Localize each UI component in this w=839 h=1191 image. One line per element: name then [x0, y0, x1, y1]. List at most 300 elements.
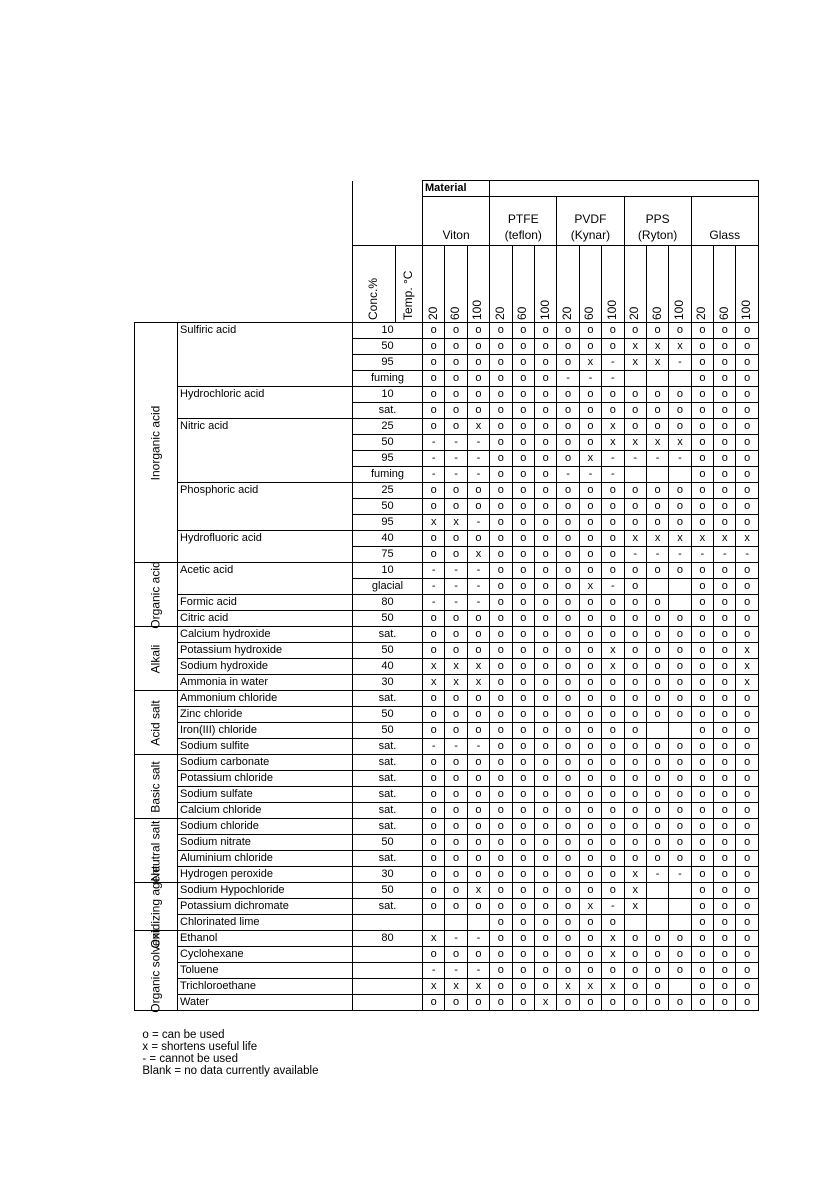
compatibility-value: o [714, 675, 736, 691]
compatibility-value: o [714, 739, 736, 755]
compatibility-value: o [736, 739, 758, 755]
compatibility-value: o [512, 675, 534, 691]
compatibility-value [646, 899, 668, 915]
compatibility-value: o [624, 723, 646, 739]
table-row [135, 419, 759, 435]
compatibility-value [423, 915, 445, 931]
compatibility-value: - [602, 467, 624, 483]
table-row [135, 643, 759, 659]
chemical-name: Calcium hydroxide [178, 627, 353, 643]
compatibility-value: o [691, 755, 713, 771]
compatibility-value: o [736, 819, 758, 835]
table-row [135, 819, 759, 835]
compatibility-value: o [624, 803, 646, 819]
compatibility-value: - [445, 595, 467, 611]
compatibility-value: o [557, 403, 579, 419]
compatibility-value: o [579, 483, 601, 499]
compatibility-value: o [490, 419, 512, 435]
temp-col-header [490, 246, 512, 323]
concentration: 50 [353, 723, 423, 739]
compatibility-value: o [534, 771, 556, 787]
compatibility-value: o [714, 435, 736, 451]
compatibility-value: o [534, 963, 556, 979]
compatibility-value: o [490, 339, 512, 355]
compatibility-value: o [714, 867, 736, 883]
compatibility-value: o [602, 867, 624, 883]
compatibility-value: o [602, 835, 624, 851]
compatibility-value: o [557, 707, 579, 723]
compatibility-value: o [646, 387, 668, 403]
compatibility-value: o [423, 387, 445, 403]
compatibility-value: o [579, 531, 601, 547]
compatibility-value: o [714, 451, 736, 467]
compatibility-value: o [490, 531, 512, 547]
compatibility-value: o [423, 547, 445, 563]
compatibility-value: o [534, 835, 556, 851]
compatibility-value: o [557, 595, 579, 611]
compatibility-value: o [423, 803, 445, 819]
compatibility-value: o [445, 803, 467, 819]
compatibility-value: x [467, 659, 489, 675]
compatibility-value: o [534, 579, 556, 595]
compatibility-value: o [691, 451, 713, 467]
chemical-name: Chlorinated lime [178, 915, 353, 931]
compatibility-value: x [579, 355, 601, 371]
compatibility-value: o [490, 819, 512, 835]
compatibility-value: o [602, 963, 624, 979]
compatibility-value: o [579, 563, 601, 579]
compatibility-value [624, 915, 646, 931]
compatibility-value: o [646, 691, 668, 707]
compatibility-value [669, 979, 691, 995]
compatibility-value: o [691, 467, 713, 483]
compatibility-value: o [534, 483, 556, 499]
compatibility-value: o [691, 579, 713, 595]
table-row [135, 787, 759, 803]
compatibility-value: o [691, 947, 713, 963]
compatibility-value: o [691, 739, 713, 755]
compatibility-value: o [669, 611, 691, 627]
compatibility-value: o [445, 627, 467, 643]
compatibility-value: o [579, 883, 601, 899]
compatibility-value: o [534, 915, 556, 931]
temp-col-header [423, 246, 445, 323]
compatibility-value: o [557, 659, 579, 675]
compatibility-value: o [445, 403, 467, 419]
compatibility-value: o [534, 787, 556, 803]
concentration: 50 [353, 707, 423, 723]
compatibility-value: o [624, 851, 646, 867]
compatibility-value: o [512, 627, 534, 643]
compatibility-value: o [669, 691, 691, 707]
compatibility-value: o [512, 515, 534, 531]
chemical-name: Potassium hydroxide [178, 643, 353, 659]
chemical-name: Nitric acid [178, 419, 353, 483]
compatibility-value: o [467, 835, 489, 851]
compatibility-value: x [646, 435, 668, 451]
concentration: sat. [353, 627, 423, 643]
compatibility-value: o [467, 387, 489, 403]
concentration: 50 [353, 499, 423, 515]
compatibility-value: o [624, 323, 646, 339]
chemical-name: Sodium Hypochloride [178, 883, 353, 899]
compatibility-value: o [669, 515, 691, 531]
compatibility-value: o [602, 531, 624, 547]
table-row [135, 883, 759, 899]
compatibility-value: o [490, 627, 512, 643]
concentration: 95 [353, 451, 423, 467]
legend-no-data: Blank = no data currently available [142, 1065, 319, 1077]
compatibility-value: o [602, 595, 624, 611]
compatibility-value: o [736, 947, 758, 963]
table-row [135, 963, 759, 979]
compatibility-value: o [602, 483, 624, 499]
compatibility-value: o [736, 883, 758, 899]
category-cell [135, 323, 178, 563]
compatibility-value: o [423, 755, 445, 771]
table-row [135, 627, 759, 643]
temp-col-label: 60 [448, 306, 463, 320]
compatibility-value: o [669, 675, 691, 691]
compatibility-value: o [646, 419, 668, 435]
compatibility-value: o [445, 723, 467, 739]
compatibility-value: - [467, 563, 489, 579]
material-name: Glass [709, 228, 741, 242]
compatibility-value: - [579, 467, 601, 483]
compatibility-value: o [579, 339, 601, 355]
compatibility-value: o [490, 707, 512, 723]
compatibility-value: x [445, 979, 467, 995]
concentration: sat. [353, 803, 423, 819]
compatibility-value: o [445, 483, 467, 499]
compatibility-value: o [579, 595, 601, 611]
temp-col-header [714, 246, 736, 323]
compatibility-value: o [557, 803, 579, 819]
compatibility-value: - [467, 963, 489, 979]
compatibility-value: o [534, 739, 556, 755]
compatibility-value [646, 467, 668, 483]
table-row [135, 947, 759, 963]
compatibility-value: o [445, 947, 467, 963]
compatibility-value: o [602, 755, 624, 771]
compatibility-value: o [534, 611, 556, 627]
compatibility-value: x [445, 675, 467, 691]
table-row [135, 771, 759, 787]
compatibility-value: o [624, 515, 646, 531]
compatibility-value: - [423, 451, 445, 467]
material-header-pvdf [557, 197, 624, 246]
compatibility-value: o [624, 947, 646, 963]
concentration: 30 [353, 867, 423, 883]
compatibility-value: o [602, 723, 624, 739]
compatibility-value: o [714, 723, 736, 739]
compatibility-value: o [512, 755, 534, 771]
compatibility-value [669, 899, 691, 915]
compatibility-value: o [691, 787, 713, 803]
compatibility-value: o [557, 483, 579, 499]
table-row [135, 979, 759, 995]
compatibility-value: o [714, 339, 736, 355]
compatibility-value: o [579, 611, 601, 627]
table-row [135, 915, 759, 931]
material-subname: (Kynar) [570, 228, 611, 242]
compatibility-value: o [445, 371, 467, 387]
chemical-name: Ethanol [178, 931, 353, 947]
compatibility-value: o [445, 355, 467, 371]
compatibility-value: o [445, 531, 467, 547]
compatibility-value: o [512, 787, 534, 803]
chemical-name: Toluene [178, 963, 353, 979]
compatibility-value: o [423, 339, 445, 355]
concentration: sat. [353, 739, 423, 755]
compatibility-value: o [669, 771, 691, 787]
compatibility-value: o [534, 419, 556, 435]
compatibility-value: o [512, 947, 534, 963]
compatibility-value: o [691, 595, 713, 611]
header-blank-top [353, 181, 423, 246]
compatibility-value: o [646, 675, 668, 691]
compatibility-value: o [512, 867, 534, 883]
compatibility-value: - [646, 867, 668, 883]
compatibility-value: x [445, 515, 467, 531]
chemical-name: Sodium hydroxide [178, 659, 353, 675]
compatibility-value: o [534, 851, 556, 867]
temp-col-label: 60 [515, 306, 530, 320]
compatibility-value: o [736, 723, 758, 739]
compatibility-value: o [736, 403, 758, 419]
category-label: Oxidizing agent [148, 865, 163, 948]
compatibility-value: o [714, 915, 736, 931]
compatibility-value: o [534, 691, 556, 707]
legend-can-be-used: o = can be used [142, 1029, 225, 1041]
compatibility-value: x [624, 339, 646, 355]
compatibility-value: o [579, 403, 601, 419]
compatibility-value: o [557, 963, 579, 979]
compatibility-value [467, 915, 489, 931]
compatibility-value: o [467, 771, 489, 787]
compatibility-value: o [602, 339, 624, 355]
conc-header-label: Conc.% [366, 277, 380, 320]
compatibility-value: o [714, 419, 736, 435]
temp-col-label: 20 [492, 306, 507, 320]
material-label: Material [423, 181, 490, 197]
compatibility-value: o [512, 499, 534, 515]
compatibility-value: o [714, 963, 736, 979]
temp-col-header [557, 246, 579, 323]
compatibility-value: o [691, 899, 713, 915]
compatibility-value: o [512, 547, 534, 563]
temp-col-label: 100 [470, 299, 485, 320]
compatibility-value: o [490, 883, 512, 899]
compatibility-value: o [691, 499, 713, 515]
compatibility-value: o [490, 611, 512, 627]
material-subname: (teflon) [504, 228, 542, 242]
compatibility-value: o [490, 755, 512, 771]
concentration: 10 [353, 563, 423, 579]
compatibility-value: o [624, 771, 646, 787]
compatibility-value: o [512, 579, 534, 595]
compatibility-value: o [669, 323, 691, 339]
temp-col-label: 20 [560, 306, 575, 320]
compatibility-value: o [512, 707, 534, 723]
concentration: fuming [353, 371, 423, 387]
compatibility-value: o [490, 467, 512, 483]
compatibility-value: o [557, 547, 579, 563]
compatibility-value: o [714, 323, 736, 339]
category-label: Neutral salt [148, 820, 163, 881]
compatibility-value: o [467, 483, 489, 499]
compatibility-value: o [557, 499, 579, 515]
compatibility-value: - [602, 899, 624, 915]
compatibility-value: o [579, 995, 601, 1011]
compatibility-value: o [490, 915, 512, 931]
compatibility-value: o [736, 435, 758, 451]
table-row [135, 755, 759, 771]
compatibility-value: o [557, 451, 579, 467]
compatibility-value: o [423, 899, 445, 915]
compatibility-value: x [602, 931, 624, 947]
chemical-name: Zinc chloride [178, 707, 353, 723]
compatibility-value: - [423, 563, 445, 579]
compatibility-value: o [512, 819, 534, 835]
compatibility-value: o [534, 883, 556, 899]
compatibility-value: o [445, 323, 467, 339]
compatibility-value: o [669, 563, 691, 579]
compatibility-value: o [669, 739, 691, 755]
compatibility-value: o [691, 611, 713, 627]
compatibility-value: o [423, 707, 445, 723]
compatibility-value: o [714, 515, 736, 531]
compatibility-value: o [557, 611, 579, 627]
compatibility-value: o [534, 627, 556, 643]
compatibility-value: o [646, 739, 668, 755]
compatibility-value: o [445, 643, 467, 659]
compatibility-value: - [646, 451, 668, 467]
chemical-name: Sulfiric acid [178, 323, 353, 387]
compatibility-value: o [423, 355, 445, 371]
compatibility-value: - [445, 931, 467, 947]
chemical-name: Sodium sulfate [178, 787, 353, 803]
table-row [135, 851, 759, 867]
compatibility-value: o [646, 931, 668, 947]
compatibility-value: x [467, 419, 489, 435]
compatibility-value: o [714, 483, 736, 499]
compatibility-value: o [691, 355, 713, 371]
compatibility-value: o [602, 803, 624, 819]
compatibility-value: o [691, 371, 713, 387]
compatibility-value: x [467, 675, 489, 691]
compatibility-value: o [714, 979, 736, 995]
compatibility-value: o [646, 835, 668, 851]
temp-col-header [445, 246, 467, 323]
compatibility-value: o [445, 611, 467, 627]
compatibility-value: o [624, 403, 646, 419]
compatibility-value: o [624, 659, 646, 675]
temp-col-label: 20 [694, 306, 709, 320]
compatibility-value [646, 915, 668, 931]
temp-col-label: 60 [716, 306, 731, 320]
compatibility-value: - [445, 963, 467, 979]
compatibility-value: o [490, 947, 512, 963]
compatibility-value [646, 371, 668, 387]
compatibility-value: o [669, 419, 691, 435]
concentration: 50 [353, 883, 423, 899]
compatibility-value: o [646, 771, 668, 787]
compatibility-value: o [579, 435, 601, 451]
compatibility-value: o [736, 963, 758, 979]
compatibility-value: o [646, 627, 668, 643]
compatibility-value: o [534, 355, 556, 371]
category-label: Alkali [148, 644, 163, 673]
compatibility-value: o [602, 707, 624, 723]
compatibility-value: o [579, 915, 601, 931]
compatibility-value: o [669, 851, 691, 867]
compatibility-value: - [467, 595, 489, 611]
compatibility-value: o [691, 659, 713, 675]
compatibility-value: o [669, 659, 691, 675]
compatibility-value: - [669, 547, 691, 563]
compatibility-value: o [736, 579, 758, 595]
compatibility-value: o [736, 499, 758, 515]
compatibility-value: o [467, 851, 489, 867]
compatibility-value: o [512, 995, 534, 1011]
compatibility-value: o [445, 387, 467, 403]
compatibility-value: o [714, 643, 736, 659]
compatibility-value: x [669, 435, 691, 451]
compatibility-value [669, 723, 691, 739]
compatibility-value: o [467, 611, 489, 627]
compatibility-value: o [646, 707, 668, 723]
compatibility-value: o [490, 403, 512, 419]
chemical-name: Sodium carbonate [178, 755, 353, 771]
compatibility-value: o [423, 611, 445, 627]
compatibility-value: x [423, 979, 445, 995]
compatibility-value: o [423, 851, 445, 867]
compatibility-value: o [669, 627, 691, 643]
compatibility-value: - [624, 451, 646, 467]
compatibility-value: o [512, 355, 534, 371]
compatibility-value: o [646, 483, 668, 499]
compatibility-value: o [579, 627, 601, 643]
compatibility-value [624, 467, 646, 483]
concentration: 25 [353, 419, 423, 435]
compatibility-value: o [646, 819, 668, 835]
compatibility-value: o [602, 675, 624, 691]
compatibility-value: o [490, 739, 512, 755]
compatibility-value: o [602, 691, 624, 707]
compatibility-value: o [512, 419, 534, 435]
compatibility-value: o [691, 387, 713, 403]
compatibility-value: o [534, 531, 556, 547]
compatibility-value: o [445, 771, 467, 787]
compatibility-value: o [714, 771, 736, 787]
compatibility-value: o [534, 931, 556, 947]
compatibility-value: x [602, 419, 624, 435]
compatibility-value: o [490, 563, 512, 579]
compatibility-value: o [714, 755, 736, 771]
compatibility-value: o [579, 387, 601, 403]
compatibility-value: o [467, 723, 489, 739]
compatibility-value: o [736, 387, 758, 403]
compatibility-value: o [736, 515, 758, 531]
compatibility-value: o [512, 387, 534, 403]
compatibility-value: x [624, 435, 646, 451]
compatibility-value: x [579, 899, 601, 915]
compatibility-value: o [490, 371, 512, 387]
compatibility-value: o [579, 771, 601, 787]
compatibility-value: x [602, 435, 624, 451]
compatibility-value: o [512, 771, 534, 787]
